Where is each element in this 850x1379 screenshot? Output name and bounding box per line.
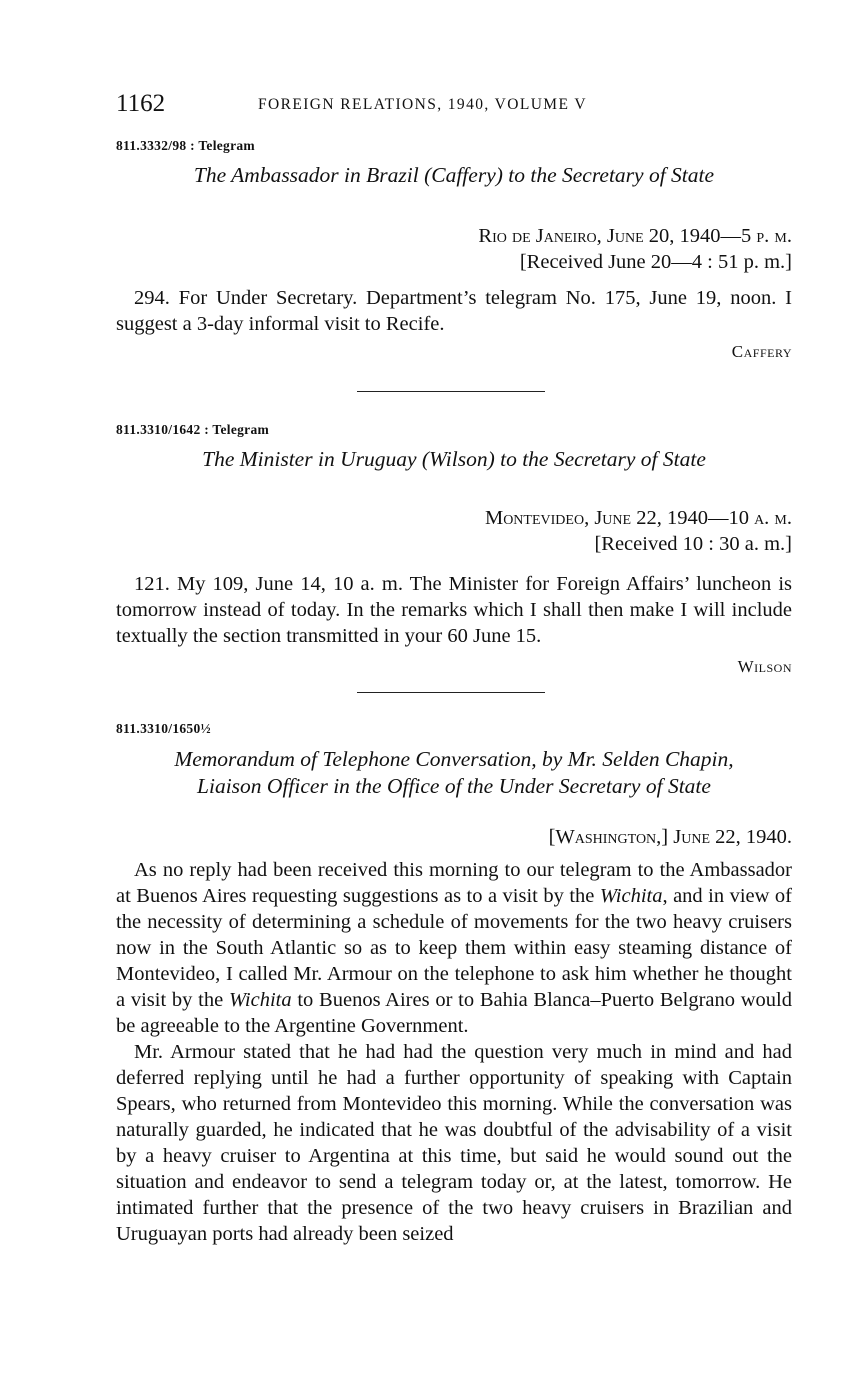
page-number: 1162 — [116, 90, 166, 117]
memo-title-line-2: Liaison Officer in the Office of the Under Secretary of State — [197, 774, 711, 798]
place-date — [116, 223, 792, 249]
memo-text: , and in view of the necessity of determining a schedule of movements for the two heavy cruisers now in the South Atlantic so as to keep them within easy steaming distance of Montevideo, I called Mr. Armour on the telephone to ask him whether he thought a visit by the — [116, 885, 792, 1011]
received-line: [Received June 20—4 : 51 p. m.] — [519, 251, 792, 273]
file-number: 811.3310/1642 : Telegram — [116, 422, 270, 437]
document-title: The Minister in Uruguay (Wilson) to the Secretary of State — [202, 447, 706, 471]
document-title: The Ambassador in Brazil (Caffery) to the Secretary of State — [193, 163, 715, 187]
page-header — [116, 90, 792, 124]
file-number: 811.3310/1650½ — [116, 721, 211, 736]
memo-title-line-1: Memorandum of Telephone Conversation, by Mr. Selden Chapin, — [174, 747, 734, 771]
ship-name: Wichita — [228, 989, 292, 1011]
section-divider — [357, 692, 545, 693]
place-date — [116, 824, 792, 850]
place-date — [116, 505, 792, 531]
memo-paragraph-2: Mr. Armour stated that he had had the question very much in mind and had deferred replying until he had a further opportunity of speaking with Captain Spears, who returned from Montevideo this morning. While the conversation was naturally guarded, he indicated that he was doubtful of the advisability of a visit by a heavy cruiser to Argentina at this time, but said he would sound out the situation and endeavor to send a telegram today or, at the latest, tomorrow. He intimated further that the presence of the two heavy cruisers in Brazilian and Uruguayan ports had already been seized — [116, 1041, 792, 1245]
document-wilson-telegram — [116, 422, 792, 678]
memo-paragraph-1 — [116, 857, 792, 1039]
signature: Caffery — [731, 342, 792, 361]
place-date-text: Montevideo, June 22, 1940—10 a. m. — [484, 507, 792, 529]
running-head: FOREIGN RELATIONS, 1940, VOLUME V — [258, 96, 587, 113]
file-number: 811.3332/98 : Telegram — [116, 138, 255, 153]
document-caffery-telegram — [116, 138, 792, 363]
page-content — [116, 138, 792, 1247]
section-divider — [357, 391, 545, 392]
signature: Wilson — [737, 657, 792, 676]
received-line: [Received 10 : 30 a. m.] — [594, 533, 792, 555]
memo-text: As no reply had been received this morning to our telegram to the Ambassador at Buenos Aires requesting suggestions as to a visit by the — [116, 859, 792, 907]
document-chapin-memorandum — [116, 721, 792, 1247]
memo-text: to Buenos Aires or to Bahia Blanca–Puerto Belgrano would be agreeable to the Argentine Government. — [116, 989, 792, 1037]
telegram-body: 294. For Under Secretary. Department’s telegram No. 175, June 19, noon. I suggest a 3-day informal visit to Recife. — [116, 287, 792, 335]
telegram-body: 121. My 109, June 14, 10 a. m. The Minister for Foreign Affairs’ luncheon is tomorrow instead of today. In the remarks which I shall then make I will include textually the section transmitted in your 60 June 15. — [116, 573, 792, 647]
place-date-text: Rio de Janeiro, June 20, 1940—5 p. m. — [478, 225, 792, 247]
ship-name: Wichita — [599, 885, 663, 907]
place-date-text: [Washington,] June 22, 1940. — [548, 826, 792, 848]
